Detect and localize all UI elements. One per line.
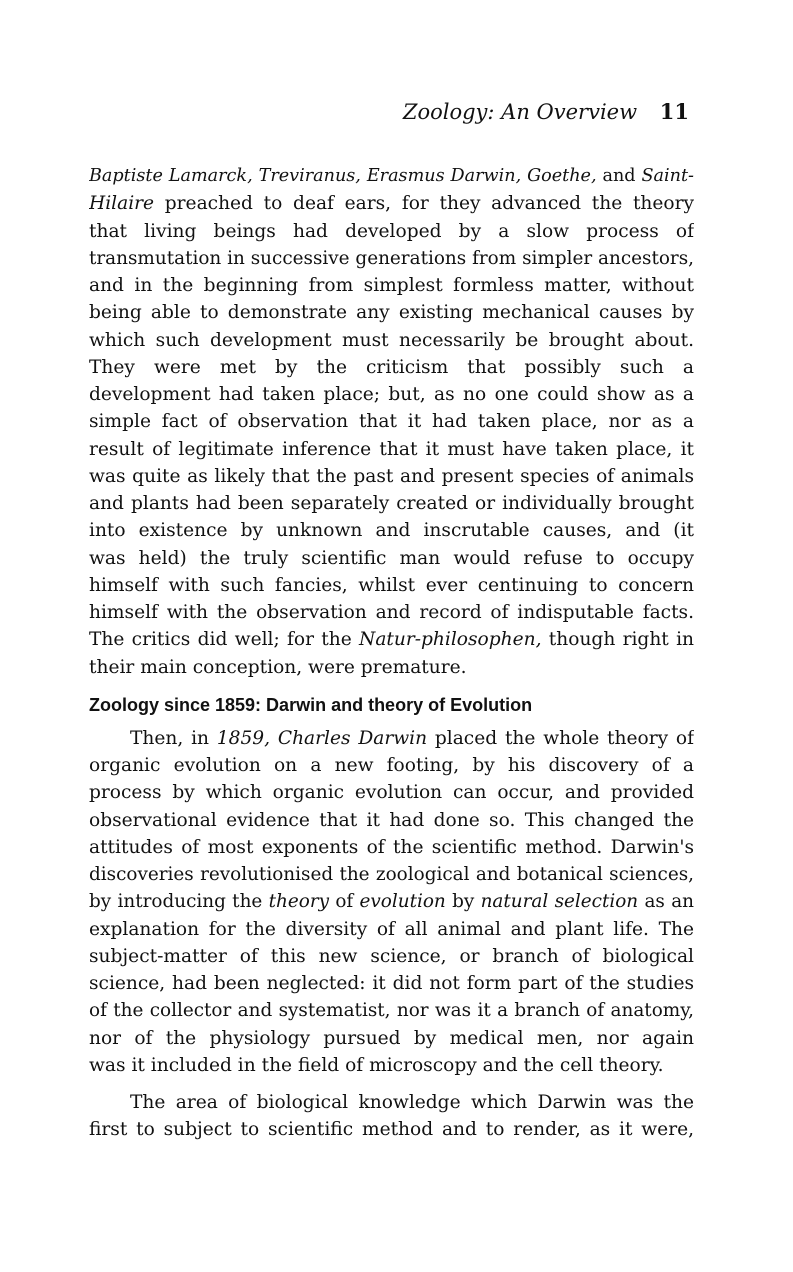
- text-line: himself with the observation and record of indisputable facts.: [89, 602, 694, 623]
- italic-term: evolution: [359, 891, 446, 913]
- text-line: first to subject to scientific method and to render, as it were,: [89, 1119, 694, 1141]
- page-number: 11: [659, 99, 689, 124]
- text-run: placed the whole theory of: [427, 727, 694, 749]
- text-run: and: [596, 166, 642, 186]
- text-line: simple fact of observation that it had taken place, nor as a: [89, 411, 694, 433]
- text-line: himself with such fancies, whilst ever centinuing to concern: [89, 574, 694, 596]
- paragraph-darwin: [89, 725, 694, 1079]
- text-line: was quite as likely that the past and present species of animals: [89, 465, 694, 487]
- text-line: [89, 190, 694, 217]
- text-line: was it included in the field of microscopy and the cell theory.: [89, 1054, 664, 1076]
- text-line: into existence by unknown and inscrutable causes, and (it: [89, 520, 694, 542]
- text-line: was held) the truly scientific man would refuse to occupy: [89, 547, 694, 569]
- text-line: result of legitimate inference that it must have taken place, it: [89, 438, 694, 460]
- text-line: subject-matter of this new science, or branch of biological: [89, 945, 694, 967]
- text-line: The area of biological knowledge which Darwin was the: [130, 1092, 694, 1113]
- running-head: [403, 98, 689, 126]
- text-line: that living beings had developed by a slow process of: [89, 220, 694, 242]
- text-run: by introducing the: [89, 891, 269, 913]
- italic-term: Natur-philosophen,: [359, 629, 542, 651]
- paragraph-lamarck: [89, 163, 694, 681]
- text-line: and plants had been separately created or individually brought: [89, 493, 694, 514]
- text-run: by: [445, 891, 481, 913]
- italic-name: Hilaire: [89, 193, 155, 215]
- text-line: process by which organic evolution can occur, and provided: [89, 782, 694, 804]
- text-line: development had taken place; but, as no one could show as a: [89, 384, 694, 405]
- text-line: attitudes of most exponents of the scientific method. Darwin's: [89, 836, 694, 858]
- text-line: [89, 725, 694, 752]
- text-line: of the collector and systematist, nor was it a branch of anatomy,: [89, 1000, 694, 1022]
- text-line: organic evolution on a new footing, by his discovery of a: [89, 755, 694, 776]
- text-line: [89, 163, 694, 190]
- text-line: transmutation in successive generations from simpler ancestors,: [89, 247, 694, 269]
- text-line: science, had been neglected: it did not form part of the studies: [89, 973, 694, 994]
- text-line: being able to demonstrate any existing mechanical causes by: [89, 302, 694, 324]
- italic-names: Baptiste Lamarck, Treviranus, Erasmus Darwin, Goethe,: [89, 166, 597, 186]
- section-heading: Zoology since 1859: Darwin and theory of Evolution: [89, 694, 533, 715]
- text-run: The critics did well; for the: [89, 629, 360, 651]
- text-run: as an: [638, 891, 694, 913]
- text-line: They were met by the criticism that possibly such a: [89, 356, 694, 378]
- italic-name: Saint-: [641, 166, 694, 186]
- italic-date-name: 1859, Charles Darwin: [216, 727, 428, 749]
- text-run: though right in: [541, 629, 694, 651]
- running-head-title: Zoology: An Overview: [402, 100, 638, 124]
- text-run: preached to deaf ears, for they advanced the theory: [154, 193, 694, 215]
- text-run: Then, in: [130, 727, 217, 749]
- italic-term: theory: [268, 891, 329, 913]
- paragraph-area: [89, 1089, 694, 1144]
- text-line: discoveries revolutionised the zoological and botanical sciences,: [89, 864, 694, 885]
- text-line: [89, 888, 694, 915]
- text-line: their main conception, were premature.: [89, 656, 467, 678]
- text-line: explanation for the diversity of all animal and plant life. The: [89, 918, 694, 940]
- text-line: which such development must necessarily be brought about.: [89, 329, 694, 351]
- text-line: [89, 626, 694, 653]
- paragraph-gap: [89, 1079, 694, 1089]
- italic-term: natural selection: [480, 891, 639, 913]
- text-run: of: [329, 891, 360, 913]
- text-line: nor of the physiology pursued by medical men, nor again: [89, 1027, 694, 1049]
- text-line: observational evidence that it had done so. This changed the: [89, 809, 694, 831]
- text-line: and in the beginning from simplest formless matter, without: [89, 275, 694, 296]
- body-text: [89, 163, 694, 1144]
